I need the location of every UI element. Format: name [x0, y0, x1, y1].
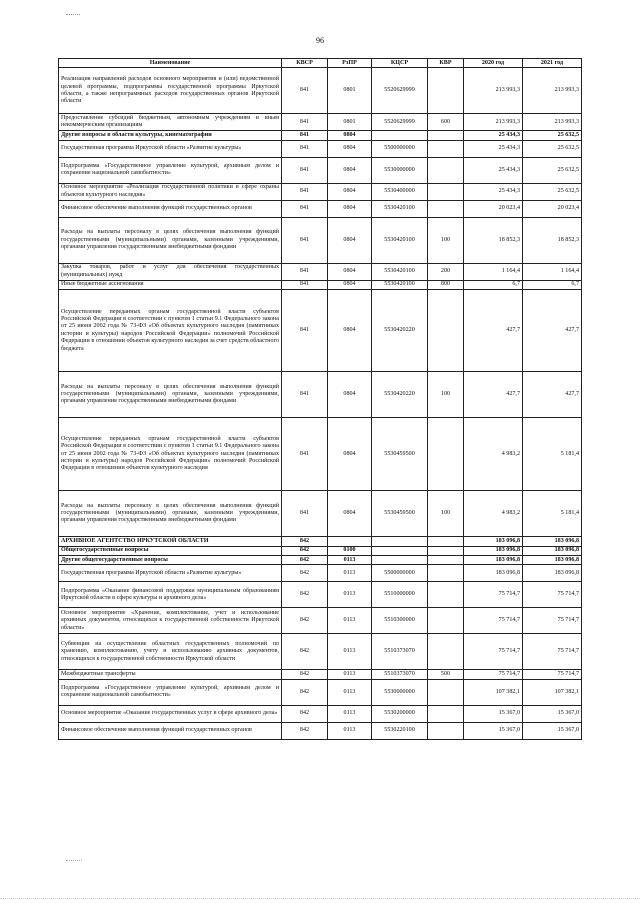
row-name: Иные бюджетные ассигнования [59, 280, 282, 289]
row-kcsr: 5530420100 [372, 280, 428, 289]
row-2020: 25 434,3 [464, 157, 523, 183]
row-kvr [428, 131, 464, 140]
row-kcsr: 5510300000 [372, 608, 428, 634]
row-rzpr: 0113 [328, 705, 372, 722]
row-kvsr: 842 [282, 556, 328, 565]
row-kcsr: 5530420220 [372, 290, 428, 372]
row-2021: 213 993,3 [523, 114, 582, 131]
row-2021: 5 181,4 [523, 418, 582, 491]
row-kvsr: 842 [282, 670, 328, 679]
row-rzpr: 0113 [328, 679, 372, 705]
row-2020: 18 852,3 [464, 217, 523, 263]
row-kvr [428, 705, 464, 722]
table-row [59, 290, 582, 372]
row-rzpr: 0113 [328, 670, 372, 679]
row-2021: 18 852,3 [523, 217, 582, 263]
header-name: Наименование [59, 59, 282, 68]
table-row [59, 546, 582, 555]
row-kvr [428, 565, 464, 582]
row-name: Государственная программа Иркутской области «Развитие культуры» [59, 140, 282, 157]
row-2021: 107 382,1 [523, 679, 582, 705]
row-name: Другие вопросы в области культуры, кинематографии [59, 131, 282, 140]
row-kvsr: 842 [282, 634, 328, 670]
row-2021: 183 096,8 [523, 565, 582, 582]
row-2021: 75 714,7 [523, 670, 582, 679]
row-name: Расходы на выплаты персоналу в целях обеспечения выполнения функций государственными (муниципальными) органами, казенными учреждениями, органами управления государственными внебюджетными фондами [59, 217, 282, 263]
row-2020: 213 993,3 [464, 68, 523, 114]
header-kvr: КВР [428, 59, 464, 68]
row-rzpr: 0804 [328, 183, 372, 200]
row-name: Основное мероприятие «Реализация государственной политики в сфере охраны объектов культурного наследия» [59, 183, 282, 200]
row-2020: 75 714,7 [464, 582, 523, 608]
row-name: Финансовое обеспечение выполнения функций государственных органов [59, 200, 282, 217]
row-name: Расходы на выплаты персоналу в целях обеспечения выполнения функций государственными (муниципальными) органами, казенными учреждениями, органами управления государственными внебюджетными фондами [59, 372, 282, 418]
row-name: Основное мероприятие «Хранение, комплектование, учет и использование архивных документов, относящихся к государственной собственности Иркутской области» [59, 608, 282, 634]
row-kcsr: 5530400000 [372, 183, 428, 200]
row-kvsr: 841 [282, 140, 328, 157]
page-number: 96 [316, 36, 324, 45]
row-rzpr: 0804 [328, 200, 372, 217]
row-kcsr: 5530420100 [372, 200, 428, 217]
row-kcsr: 5530200000 [372, 705, 428, 722]
row-rzpr: 0113 [328, 556, 372, 565]
row-rzpr: 0804 [328, 418, 372, 491]
row-kcsr: 5500000000 [372, 140, 428, 157]
row-rzpr: 0804 [328, 491, 372, 537]
row-name: Закупка товаров, работ и услуг для обеспечения государственных (муниципальных) нужд [59, 263, 282, 280]
row-kvr [428, 679, 464, 705]
row-kvr: 100 [428, 217, 464, 263]
row-kvr [428, 183, 464, 200]
row-name: Осуществление переданных органам государственной власти субъектов Российской Федерации в соответствии с пунктом 1 статьи 9.1 Федерального закона от 25 июня 2002 года № 73-ФЗ «Об объектах культурного наследия (памятниках истории и культуры) народов Российской Федерации» полномочий Российской Федерации в отношении объектов культурного наследия за счет средств областного бюджета [59, 290, 282, 372]
table-row [59, 565, 582, 582]
row-kvr [428, 634, 464, 670]
row-2021: 5 181,4 [523, 491, 582, 537]
row-name: Государственная программа Иркутской области «Развитие культуры» [59, 565, 282, 582]
table-row [59, 582, 582, 608]
row-kvsr: 841 [282, 68, 328, 114]
table-row [59, 280, 582, 289]
header-rzpr: РзПР [328, 59, 372, 68]
row-name: Финансовое обеспечение выполнения функций государственных органов [59, 722, 282, 739]
row-2021: 75 714,7 [523, 582, 582, 608]
row-rzpr: 0100 [328, 546, 372, 555]
row-kcsr: 5500000000 [372, 565, 428, 582]
row-kvr: 800 [428, 280, 464, 289]
row-2021: 183 096,8 [523, 537, 582, 546]
row-name: АРХИВНОЕ АГЕНТСТВО ИРКУТСКОЙ ОБЛАСТИ [59, 537, 282, 546]
row-rzpr: 0804 [328, 157, 372, 183]
row-2020: 75 714,7 [464, 670, 523, 679]
table-row [59, 263, 582, 280]
row-2020: 427,7 [464, 372, 523, 418]
row-rzpr: 0804 [328, 263, 372, 280]
row-kvsr: 841 [282, 418, 328, 491]
row-rzpr [328, 537, 372, 546]
row-2020: 4 983,2 [464, 491, 523, 537]
row-2021: 25 632,5 [523, 157, 582, 183]
table-row [59, 679, 582, 705]
row-kvr [428, 140, 464, 157]
row-kvr [428, 537, 464, 546]
row-2020: 25 434,3 [464, 140, 523, 157]
row-2021: 213 993,3 [523, 68, 582, 114]
row-kcsr: 5530220100 [372, 722, 428, 739]
row-2021: 25 632,5 [523, 131, 582, 140]
row-rzpr: 0113 [328, 634, 372, 670]
row-name: Осуществление переданных органам государственной власти субъектов Российской Федерации в соответствии с пунктом 1 статьи 9.1 Федерального закона от 25 июня 2002 года № 73-ФЗ «Об объектах культурного наследия (памятниках истории и культуры) народов Российской Федерации» полномочий Российской Федерации в отношении объектов культурного наследия [59, 418, 282, 491]
scan-artifact-top [66, 14, 80, 16]
row-2021: 75 714,7 [523, 608, 582, 634]
table-row [59, 705, 582, 722]
table-row [59, 131, 582, 140]
row-kvsr: 841 [282, 183, 328, 200]
row-kcsr: 5510373070 [372, 670, 428, 679]
row-kvr: 100 [428, 491, 464, 537]
row-2021: 25 632,5 [523, 183, 582, 200]
row-kvr: 200 [428, 263, 464, 280]
row-kcsr: 5520629999 [372, 114, 428, 131]
row-2021: 15 367,0 [523, 722, 582, 739]
row-rzpr: 0804 [328, 280, 372, 289]
table-row [59, 722, 582, 739]
header-kvsr: КВСР [282, 59, 328, 68]
row-rzpr: 0804 [328, 290, 372, 372]
row-name: Общегосударственные вопросы [59, 546, 282, 555]
row-kvsr: 842 [282, 582, 328, 608]
table-row [59, 537, 582, 546]
row-kcsr: 5530420220 [372, 372, 428, 418]
row-2020: 183 096,8 [464, 556, 523, 565]
table-row [59, 556, 582, 565]
row-kvr [428, 546, 464, 555]
row-kcsr: 5510000000 [372, 582, 428, 608]
row-2020: 427,7 [464, 290, 523, 372]
row-2020: 20 023,4 [464, 200, 523, 217]
row-kvr: 500 [428, 670, 464, 679]
row-rzpr: 0804 [328, 372, 372, 418]
row-rzpr: 0113 [328, 565, 372, 582]
row-2020: 25 434,3 [464, 183, 523, 200]
table-body [59, 68, 582, 739]
row-kcsr [372, 537, 428, 546]
row-kvsr: 841 [282, 290, 328, 372]
row-name: Другие общегосударственные вопросы [59, 556, 282, 565]
row-name: Межбюджетные трансферты [59, 670, 282, 679]
row-kvr [428, 722, 464, 739]
row-rzpr: 0113 [328, 722, 372, 739]
table-row [59, 68, 582, 114]
row-2020: 75 714,7 [464, 634, 523, 670]
row-rzpr: 0804 [328, 140, 372, 157]
row-name: Подпрограмма «Оказание финансовой поддержки муниципальным образованиям Иркутской области в сфере культуры и архивного дела» [59, 582, 282, 608]
row-kcsr: 5530420100 [372, 263, 428, 280]
row-kcsr [372, 556, 428, 565]
row-rzpr: 0113 [328, 608, 372, 634]
scan-artifact-bottom [66, 860, 82, 862]
row-kcsr [372, 546, 428, 555]
table-row [59, 157, 582, 183]
table-row [59, 372, 582, 418]
row-kcsr: 5530459500 [372, 491, 428, 537]
row-kvr [428, 582, 464, 608]
row-2020: 15 367,0 [464, 705, 523, 722]
row-kcsr: 5530000000 [372, 157, 428, 183]
row-2020: 25 434,3 [464, 131, 523, 140]
row-2021: 20 023,4 [523, 200, 582, 217]
table-header-row [59, 59, 582, 68]
row-2020: 183 096,8 [464, 546, 523, 555]
header-2020: 2020 год [464, 59, 523, 68]
table-row [59, 140, 582, 157]
row-kvr [428, 68, 464, 114]
row-name: Предоставление субсидий бюджетным, автономным учреждениям и иным некоммерческим организациям [59, 114, 282, 131]
row-2020: 183 096,8 [464, 565, 523, 582]
row-kvr [428, 290, 464, 372]
row-kvr [428, 608, 464, 634]
row-2021: 6,7 [523, 280, 582, 289]
row-kvr: 600 [428, 114, 464, 131]
row-2020: 4 983,2 [464, 418, 523, 491]
row-name: Реализация направлений расходов основного мероприятия и (или) ведомственной целевой программы, подпрограммы государственной программы Иркутской области, а также непрограммных расходов государственных органов Иркутской области [59, 68, 282, 114]
row-kvr [428, 556, 464, 565]
row-rzpr: 0113 [328, 582, 372, 608]
row-kvr [428, 200, 464, 217]
row-kvsr: 841 [282, 114, 328, 131]
row-kvsr: 842 [282, 546, 328, 555]
row-name: Субвенции на осуществление областных государственных полномочий по хранению, комплектованию, учету и использованию архивных документов, относящихся к государственной собственности Иркутской области [59, 634, 282, 670]
row-kvsr: 841 [282, 263, 328, 280]
table-row [59, 418, 582, 491]
row-kvsr: 842 [282, 722, 328, 739]
row-rzpr: 0801 [328, 68, 372, 114]
row-2020: 15 367,0 [464, 722, 523, 739]
row-2020: 75 714,7 [464, 608, 523, 634]
row-kvr [428, 418, 464, 491]
table-row [59, 608, 582, 634]
row-kvsr: 841 [282, 372, 328, 418]
row-2021: 427,7 [523, 290, 582, 372]
row-2020: 183 096,8 [464, 537, 523, 546]
row-2020: 213 993,3 [464, 114, 523, 131]
row-2020: 107 382,1 [464, 679, 523, 705]
row-kcsr: 5530459500 [372, 418, 428, 491]
row-kvsr: 842 [282, 537, 328, 546]
row-kvsr: 841 [282, 157, 328, 183]
table-row [59, 670, 582, 679]
row-2021: 15 367,0 [523, 705, 582, 722]
row-kvsr: 842 [282, 565, 328, 582]
row-2021: 25 632,5 [523, 140, 582, 157]
row-kvsr: 842 [282, 608, 328, 634]
row-name: Расходы на выплаты персоналу в целях обеспечения выполнения функций государственными (муниципальными) органами, казенными учреждениями, органами управления государственными внебюджетными фондами [59, 491, 282, 537]
header-2021: 2021 год [523, 59, 582, 68]
row-rzpr: 0804 [328, 131, 372, 140]
table-row [59, 634, 582, 670]
table-row [59, 491, 582, 537]
row-kvsr: 841 [282, 280, 328, 289]
row-2020: 6,7 [464, 280, 523, 289]
row-kvr: 100 [428, 372, 464, 418]
row-2021: 183 096,8 [523, 546, 582, 555]
scan-edge [0, 898, 640, 900]
row-kcsr [372, 131, 428, 140]
row-kcsr: 5530420100 [372, 217, 428, 263]
row-kvsr: 841 [282, 131, 328, 140]
row-kvsr: 842 [282, 705, 328, 722]
row-rzpr: 0804 [328, 217, 372, 263]
row-kvsr: 841 [282, 217, 328, 263]
row-2021: 1 164,4 [523, 263, 582, 280]
row-kcsr: 5520629999 [372, 68, 428, 114]
table-row [59, 217, 582, 263]
row-kvsr: 842 [282, 679, 328, 705]
row-kvsr: 841 [282, 200, 328, 217]
row-kcsr: 5530000000 [372, 679, 428, 705]
row-2020: 1 164,4 [464, 263, 523, 280]
row-2021: 183 096,8 [523, 556, 582, 565]
row-name: Подпрограмма «Государственное управление культурой, архивным делом и сохранение национальной самобытности» [59, 679, 282, 705]
budget-table [58, 58, 582, 740]
row-name: Основное мероприятие «Оказание государственных услуг в сфере архивного дела» [59, 705, 282, 722]
row-kvr [428, 157, 464, 183]
row-kcsr: 5510373070 [372, 634, 428, 670]
table-row [59, 114, 582, 131]
row-name: Подпрограмма «Государственное управление культурой, архивным делом и сохранение национальной самобытности» [59, 157, 282, 183]
table-row [59, 183, 582, 200]
row-2021: 427,7 [523, 372, 582, 418]
table-row [59, 200, 582, 217]
row-rzpr: 0801 [328, 114, 372, 131]
row-kvsr: 841 [282, 491, 328, 537]
header-kcsr: КЦСР [372, 59, 428, 68]
row-2021: 75 714,7 [523, 634, 582, 670]
